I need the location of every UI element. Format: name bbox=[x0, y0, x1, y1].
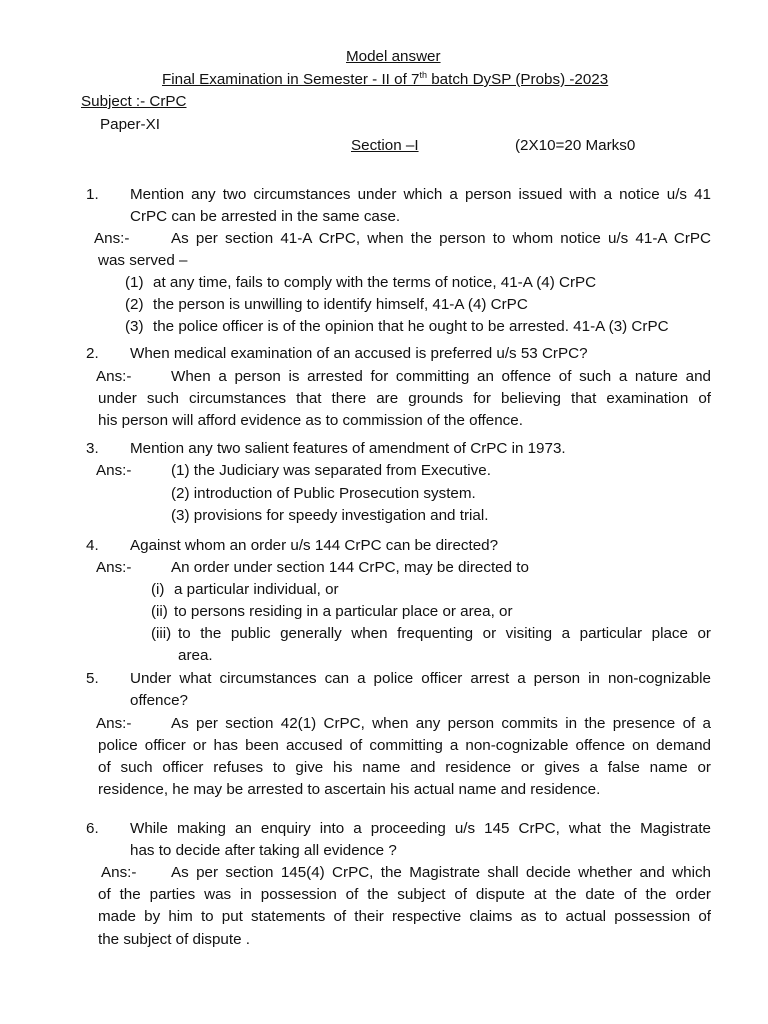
answer-text: An order under section 144 CrPC, may be directed to bbox=[171, 559, 529, 576]
answer-text: When a person is arrested for committing an offence of such a nature and bbox=[171, 368, 711, 385]
answer-text: under such circumstances that there are grounds for believing that examination of bbox=[98, 390, 711, 407]
list-item: to persons residing in a particular place or area, or bbox=[174, 603, 513, 620]
list-marker: (ii) bbox=[151, 603, 168, 620]
answer-label: Ans:- bbox=[96, 715, 132, 732]
list-item: at any time, fails to comply with the terms of notice, 41-A (4) CrPC bbox=[153, 274, 597, 291]
question-text: has to decide after taking all evidence ? bbox=[130, 842, 397, 859]
list-marker: (1) bbox=[125, 274, 144, 291]
paper-line: Paper-XI bbox=[100, 116, 160, 133]
question-number: 2. bbox=[86, 345, 99, 362]
answer-text: residence, he may be arrested to ascertain his actual name and residence. bbox=[98, 781, 601, 798]
marks-label: (2X10=20 Marks0 bbox=[515, 137, 636, 154]
answer-text: of the parties was in possession of the subject of dispute at the date of the order bbox=[98, 886, 711, 903]
question-text: When medical examination of an accused is preferred u/s 53 CrPC? bbox=[130, 345, 588, 362]
answer-label: Ans:- bbox=[96, 559, 132, 576]
question-number: 1. bbox=[86, 186, 99, 203]
answer-text: As per section 41-A CrPC, when the person to whom notice u/s 41-A CrPC bbox=[171, 230, 711, 247]
list-marker: (iii) bbox=[151, 625, 172, 642]
list-item: the person is unwilling to identify himself, 41-A (4) CrPC bbox=[153, 296, 528, 313]
subject-line: Subject :- CrPC bbox=[81, 93, 187, 110]
list-marker: (i) bbox=[151, 581, 165, 598]
answer-label: Ans:- bbox=[94, 230, 130, 247]
exam-title bbox=[162, 70, 608, 90]
question-number: 3. bbox=[86, 440, 99, 457]
question-text: Under what circumstances can a police officer arrest a person in non-cognizable bbox=[130, 670, 711, 687]
list-item: the police officer is of the opinion that he ought to be arrested. 41-A (3) CrPC bbox=[153, 318, 669, 335]
question-text: Against whom an order u/s 144 CrPC can be directed? bbox=[130, 537, 499, 554]
answer-text: (2) introduction of Public Prosecution system. bbox=[171, 485, 476, 502]
section-heading: Section –I bbox=[351, 137, 419, 154]
answer-text: As per section 145(4) CrPC, the Magistrate shall decide whether and which bbox=[171, 864, 711, 881]
answer-text: police officer or has been accused of committing a non-cognizable offence on demand bbox=[98, 737, 711, 754]
answer-label: Ans:- bbox=[96, 368, 132, 385]
question-text: offence? bbox=[130, 692, 188, 709]
answer-text: the subject of dispute . bbox=[98, 931, 250, 948]
question-number: 4. bbox=[86, 537, 99, 554]
exam-title-part1: Final Examination in Semester - II of 7 bbox=[162, 71, 420, 88]
question-number: 5. bbox=[86, 670, 99, 687]
question-text: Mention any two circumstances under which a person issued with a notice u/s 41 bbox=[130, 186, 711, 203]
answer-label: Ans:- bbox=[101, 864, 137, 881]
answer-text: his person will afford evidence as to commission of the offence. bbox=[98, 412, 523, 429]
answer-text: of such officer refuses to give his name and residence or gives a false name or bbox=[98, 759, 711, 776]
answer-label: Ans:- bbox=[96, 462, 132, 479]
doc-title: Model answer bbox=[346, 48, 441, 65]
answer-text: As per section 42(1) CrPC, when any person commits in the presence of a bbox=[171, 715, 711, 732]
answer-text: (3) provisions for speedy investigation and trial. bbox=[171, 507, 489, 524]
list-item: to the public generally when frequenting or visiting a particular place or bbox=[178, 625, 711, 642]
exam-title-sup: th bbox=[419, 69, 427, 80]
question-text: Mention any two salient features of amendment of CrPC in 1973. bbox=[130, 440, 566, 457]
exam-title-part2: batch DySP (Probs) -2023 bbox=[426, 71, 609, 88]
question-text: CrPC can be arrested in the same case. bbox=[130, 208, 401, 225]
answer-text: was served – bbox=[98, 252, 188, 269]
list-marker: (3) bbox=[125, 318, 144, 335]
list-item-continued: area. bbox=[178, 647, 213, 664]
list-marker: (2) bbox=[125, 296, 144, 313]
answer-text: made by him to put statements of their respective claims as to actual possession of bbox=[98, 908, 711, 925]
list-item: a particular individual, or bbox=[174, 581, 339, 598]
question-text: While making an enquiry into a proceeding u/s 145 CrPC, what the Magistrate bbox=[130, 820, 711, 837]
question-number: 6. bbox=[86, 820, 99, 837]
answer-text: (1) the Judiciary was separated from Executive. bbox=[171, 462, 491, 479]
